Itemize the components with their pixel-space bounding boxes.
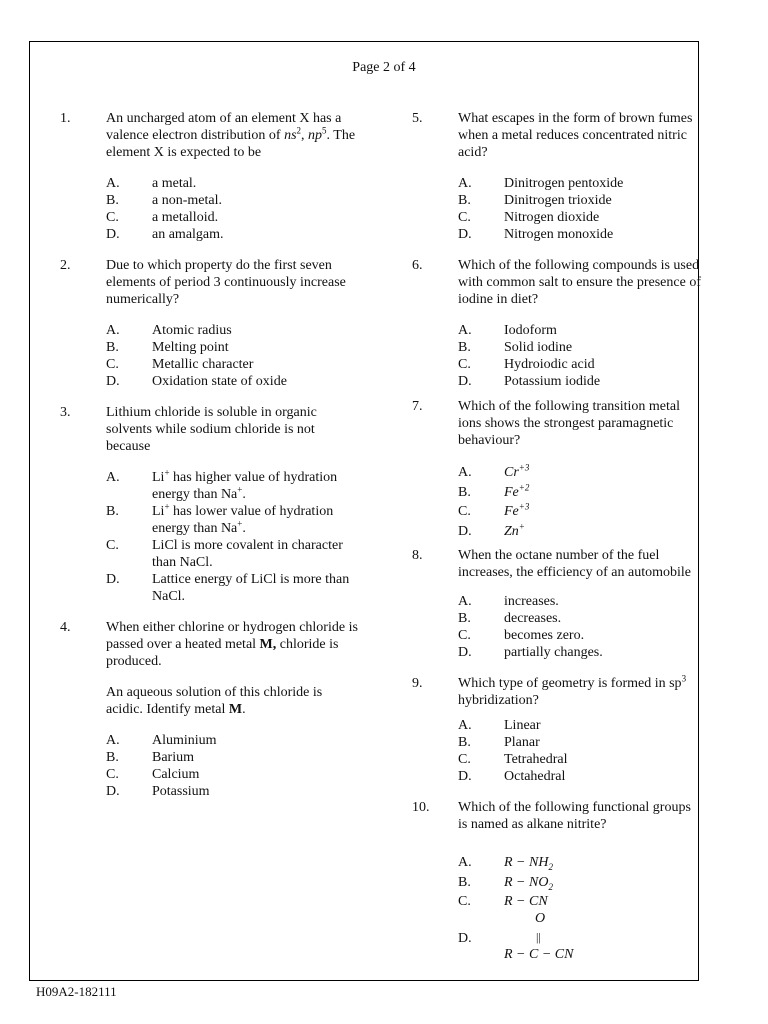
option-a[interactable]: A. increases.	[458, 594, 559, 609]
option-c[interactable]: C. Calcium	[106, 767, 200, 782]
option-c[interactable]: C. Nitrogen dioxide	[458, 210, 600, 225]
question-text: Which type of geometry is formed in $sp^3$ hybridization?	[458, 673, 687, 708]
option-b[interactable]: B. Melting point	[106, 340, 229, 355]
option-d[interactable]: D. an amalgam.	[106, 227, 224, 242]
question-number: 1.	[60, 111, 71, 126]
option-c[interactable]: C. Metallic character	[106, 357, 254, 372]
option-b[interactable]: B. Barium	[106, 750, 194, 765]
option-c[interactable]: C. Hydroiodic acid	[458, 357, 595, 372]
option-d[interactable]: D. Oxidation state of oxide	[106, 374, 287, 389]
option-a[interactable]: A. Li+ has higher value of hydration energy than Na+.	[106, 467, 338, 502]
options-list	[458, 463, 702, 541]
question-number: 6.	[412, 258, 423, 273]
options-list	[106, 322, 360, 390]
option-b[interactable]: B. decreases.	[458, 611, 562, 626]
option-c[interactable]: C. a metalloid.	[106, 210, 219, 225]
option-a[interactable]: A. Linear	[458, 718, 541, 733]
option-b[interactable]: B. Li+ has lower value of hydration energy than Na+.	[106, 501, 334, 536]
document-code: H09A2-182111	[36, 984, 117, 999]
question-4	[60, 619, 360, 800]
option-d[interactable]: D. O || R − C − CN	[458, 910, 702, 964]
option-a[interactable]: A. $R - NH_2$	[458, 855, 553, 872]
option-b[interactable]: B. Dinitrogen trioxide	[458, 193, 612, 208]
question-3	[60, 404, 360, 605]
question-number: 4.	[60, 620, 71, 635]
options-list	[106, 732, 360, 800]
option-b[interactable]: B. Planar	[458, 735, 540, 750]
options-list	[106, 175, 360, 243]
question-number: 2.	[60, 258, 71, 273]
option-a[interactable]: A. Atomic radius	[106, 323, 232, 338]
question-10	[412, 799, 702, 964]
option-d[interactable]: D. Nitrogen monoxide	[458, 227, 614, 242]
option-d[interactable]: D. partially changes.	[458, 645, 603, 660]
option-d[interactable]: D. Zn+	[458, 520, 525, 539]
option-b[interactable]: B. $R - NO_2$	[458, 874, 553, 892]
option-a[interactable]: A. Dinitrogen pentoxide	[458, 176, 624, 191]
option-a[interactable]: A. $Cr^{+3}$	[458, 462, 530, 480]
option-b[interactable]: B. $Fe^{+2}$	[458, 481, 530, 500]
question-text: When the octane number of the fuel increases, the efficiency of an automobile	[458, 548, 691, 580]
left-column	[60, 110, 360, 800]
question-6	[412, 257, 702, 390]
option-c[interactable]: C. Tetrahedral	[458, 752, 568, 767]
question-text: Which of the following transition metal ions shows the strongest paramagnetic behaviour?	[458, 399, 681, 448]
option-d[interactable]: D. Lattice energy of LiCl is more than NaCl.	[106, 572, 350, 604]
question-number: 9.	[412, 676, 423, 691]
question-text: When either chlorine or hydrogen chloride is passed over a heated metal M, chloride is produced.	[106, 620, 358, 669]
question-text: Which of the following compounds is used with common salt to ensure the presence of iodine in diet?	[458, 258, 701, 307]
options-list	[106, 469, 360, 605]
question-number: 8.	[412, 548, 423, 563]
question-1	[60, 110, 360, 243]
question-text: An uncharged atom of an element X has a valence electron distribution of $ns^2$, $np^5$. The element X is expected to be	[106, 111, 356, 160]
option-b[interactable]: B. a non-metal.	[106, 193, 222, 208]
option-d[interactable]: D. Octahedral	[458, 769, 566, 784]
right-column	[412, 110, 702, 964]
question-8	[412, 547, 702, 661]
question-number: 7.	[412, 399, 423, 414]
option-a[interactable]: A. Aluminium	[106, 733, 217, 748]
option-d[interactable]: D. Potassium	[106, 784, 210, 799]
question-text: What escapes in the form of brown fumes when a metal reduces concentrated nitric acid?	[458, 111, 693, 160]
options-list	[458, 175, 702, 243]
option-c[interactable]: C. $Fe^{+3}$	[458, 501, 530, 519]
ketone-structure: O || R − C − CN	[504, 910, 574, 962]
question-2	[60, 257, 360, 390]
question-number: 3.	[60, 405, 71, 420]
question-9	[412, 675, 702, 785]
option-c[interactable]: C. LiCl is more covalent in character than NaCl.	[106, 538, 343, 570]
option-a[interactable]: A. Iodoform	[458, 323, 557, 338]
question-number: 5.	[412, 111, 423, 126]
options-list	[458, 717, 702, 785]
options-list	[458, 593, 702, 661]
question-7	[412, 398, 702, 541]
option-b[interactable]: B. Solid iodine	[458, 340, 573, 355]
question-text: Due to which property do the first seven elements of period 3 continuously increase numerically?	[106, 258, 346, 307]
option-d[interactable]: D. Potassium iodide	[458, 374, 601, 389]
question-5	[412, 110, 702, 243]
option-c[interactable]: C. becomes zero.	[458, 628, 585, 643]
option-a[interactable]: A. a metal.	[106, 176, 197, 191]
option-c[interactable]: C. R − CN	[458, 894, 548, 909]
page-number-label: Page 2 of 4	[352, 60, 416, 75]
question-text-continued: An aqueous solution of this chloride is acidic. Identify metal M.	[106, 685, 323, 717]
question-text: Which of the following functional groups is named as alkane nitrite?	[458, 800, 691, 832]
options-list	[458, 322, 702, 390]
options-list	[458, 853, 702, 964]
question-text: Lithium chloride is soluble in organic solvents while sodium chloride is not because	[106, 405, 317, 454]
question-number: 10.	[412, 800, 430, 815]
